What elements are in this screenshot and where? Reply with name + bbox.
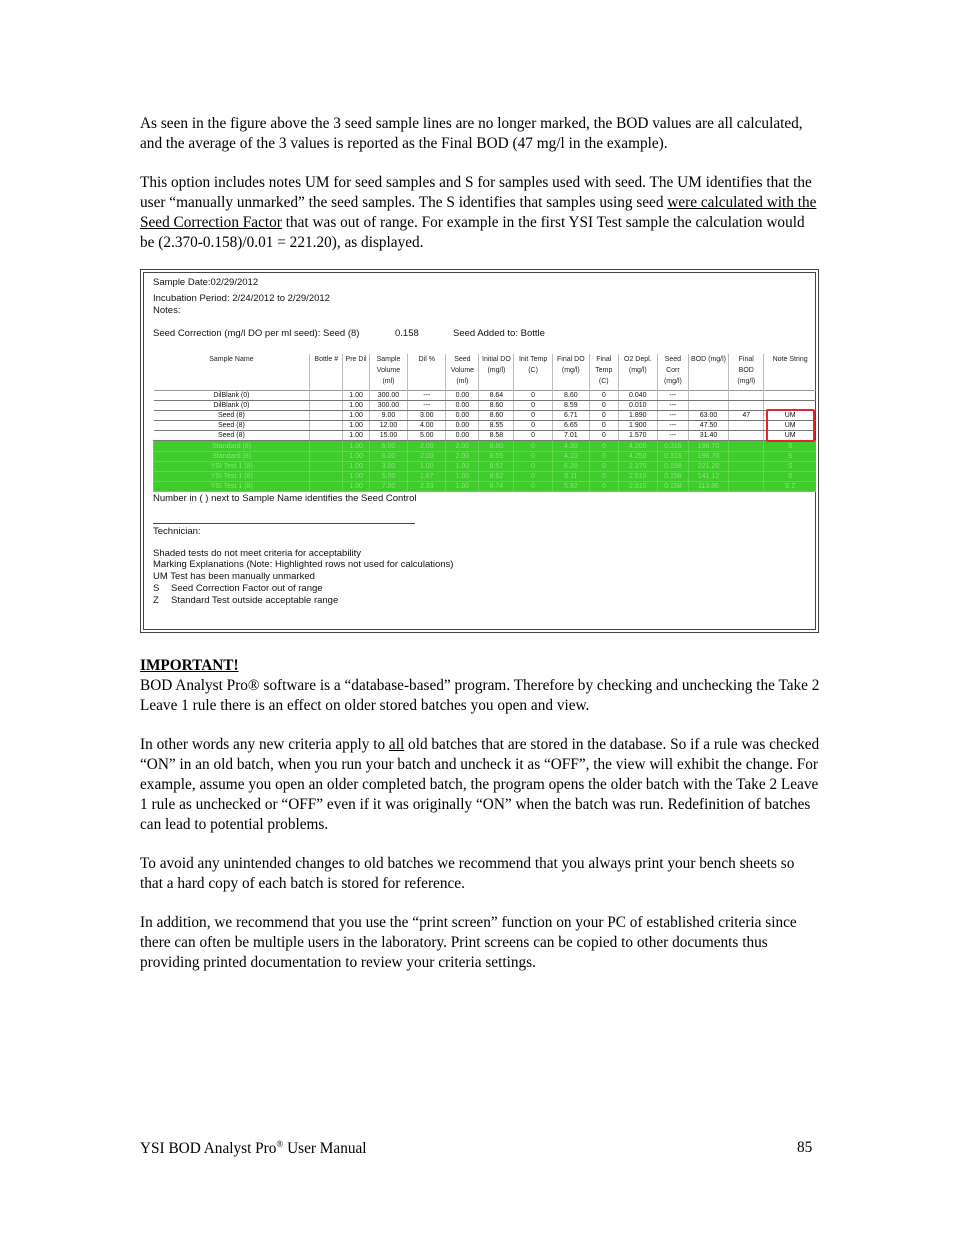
table-cell: 0.00 (446, 391, 479, 401)
um-explanation: UM Test has been manually unmarked (153, 571, 315, 582)
table-cell (729, 391, 764, 401)
paragraph-database-based: BOD Analyst Pro® software is a “database-based” program. Therefore by checking and unchecking the Take 2 Leave 1 rule there is an effect on older stored batches you open and view. (140, 677, 820, 714)
table-cell: 0.00 (446, 411, 479, 421)
seed-correction-label: Seed Correction (mg/l DO per ml seed): Seed (8) (153, 328, 360, 339)
table-cell: 6.00 (369, 451, 407, 461)
table-cell: 31.40 (688, 431, 728, 441)
footer-title-text: YSI BOD Analyst Pro (140, 1140, 277, 1158)
table-cell (729, 421, 764, 431)
table-cell (729, 471, 764, 481)
marking-explanations: Marking Explanations (Note: Highlighted rows not used for calculations) (153, 559, 454, 570)
table-cell: 2.00 (408, 451, 446, 461)
table-cell: 1.00 (408, 461, 446, 471)
footer-reg-mark: ® (276, 1139, 284, 1149)
seed-correction-underline: were calculated with the Seed Correction Factor (140, 194, 817, 231)
table-cell: 0.00 (446, 431, 479, 441)
table-row (154, 441, 817, 451)
table-cell: S (764, 451, 816, 461)
table-cell: 113.86 (688, 481, 728, 491)
table-cell: 47.50 (688, 421, 728, 431)
table-cell: 6.20 (552, 461, 589, 471)
table-cell: 0.00 (446, 401, 479, 411)
table-cell: 8.60 (479, 411, 514, 421)
table-cell: 0 (514, 461, 552, 471)
table-cell: 8.60 (552, 391, 589, 401)
table-cell: 1.890 (618, 411, 657, 421)
table-cell (310, 471, 343, 481)
table-cell: --- (657, 421, 688, 431)
table-cell (310, 421, 343, 431)
table-cell: S (764, 471, 816, 481)
column-header: Sample Volume (ml) (369, 354, 407, 391)
table-cell: Seed (8) (154, 431, 310, 441)
shaded-tests-note: Shaded tests do not meet criteria for acceptability (153, 548, 362, 559)
table-cell: 15.00 (369, 431, 407, 441)
important-heading: IMPORTANT! (140, 657, 239, 674)
table-cell: 0.00 (446, 421, 479, 431)
table-cell: 1.00 (343, 401, 370, 411)
table-cell: 8.64 (479, 391, 514, 401)
table-cell: 0 (589, 411, 618, 421)
table-cell: 2.33 (408, 481, 446, 491)
table-cell: 8.57 (479, 461, 514, 471)
paragraph-print-screen: In addition, we recommend that you use the “print screen” function on your PC of established criteria since there can often be multiple users in the laboratory. Print screens can be copied to other documents thus providing printed documentation to review your criteria settings. (140, 914, 797, 971)
table-cell: 0 (514, 431, 552, 441)
column-header: Initial DO (mg/l) (479, 354, 514, 391)
table-cell: YSI Test 1 (8) (154, 471, 310, 481)
table-cell: S (764, 461, 816, 471)
table-cell (688, 401, 728, 411)
table-cell: 6.71 (552, 411, 589, 421)
table-cell: 1.00 (343, 481, 370, 491)
table-cell (310, 461, 343, 471)
table-row (154, 451, 817, 461)
table-cell: 1.00 (343, 441, 370, 451)
s-code: S (153, 583, 160, 594)
table-cell: YSI Test 1 (8) (154, 461, 310, 471)
table-cell: 2.510 (618, 471, 657, 481)
table-row (154, 421, 817, 431)
all-underline: all (388, 736, 405, 753)
z-code: Z (153, 595, 159, 606)
table-cell: UM (764, 411, 816, 421)
table-cell: 7.01 (552, 431, 589, 441)
table-cell: --- (657, 411, 688, 421)
table-cell (310, 411, 343, 421)
technician-signature-line (153, 523, 415, 524)
table-cell: 8.58 (479, 431, 514, 441)
table-cell: 1.00 (343, 461, 370, 471)
table-cell: 1.00 (343, 421, 370, 431)
column-header: O2 Depl. (mg/l) (618, 354, 657, 391)
table-cell: --- (408, 391, 446, 401)
table-cell: --- (408, 401, 446, 411)
table-cell: S (764, 441, 816, 451)
table-cell: 1.00 (446, 471, 479, 481)
page-number: 85 (797, 1139, 813, 1156)
table-cell: 0 (514, 441, 552, 451)
table-cell: 1.00 (343, 391, 370, 401)
table-cell: 6.65 (552, 421, 589, 431)
column-header: Pre Dil (343, 354, 370, 391)
table-cell: YSI Test 1 (8) (154, 481, 310, 491)
paragraph-criteria-text-b: old batches that are stored in the database. So if a rule was checked “ON” in an old batch, when you run your batch and uncheck it as “OFF”, the view will exhibit the change. For example, assume you open an older completed batch, the program opens the older batch with the Take 2 Leave 1 rule as unchecked or “OFF” even if it was originally “ON” when the batch was run. Redefinition of batches can lead to potential problems. (140, 736, 820, 833)
table-row (154, 401, 817, 411)
table-cell: 0 (589, 421, 618, 431)
incubation-period: Incubation Period: 2/24/2012 to 2/29/2012 (153, 293, 330, 304)
table-cell: 0 (514, 451, 552, 461)
paragraph-new-criteria (140, 735, 820, 835)
table-cell: 0 (589, 461, 618, 471)
table-body (154, 391, 817, 492)
table-cell: S Z (764, 481, 816, 491)
column-header: Final Temp (C) (589, 354, 618, 391)
table-cell: 0 (514, 421, 552, 431)
table-row (154, 461, 817, 471)
table-cell: UM (764, 431, 816, 441)
footer-title-suffix: User Manual (283, 1140, 367, 1158)
table-cell: 0.158 (657, 481, 688, 491)
table-cell: --- (657, 431, 688, 441)
table-cell: 1.00 (343, 471, 370, 481)
table-cell: UM (764, 421, 816, 431)
table-cell: 63.00 (688, 411, 728, 421)
table-cell: 5.92 (552, 481, 589, 491)
table-cell: --- (657, 391, 688, 401)
table-cell (310, 441, 343, 451)
table-cell: 1.570 (618, 431, 657, 441)
table-cell (729, 461, 764, 471)
table-cell: 1.67 (408, 471, 446, 481)
z-explanation: Standard Test outside acceptable range (171, 595, 339, 606)
table-cell (729, 481, 764, 491)
footer-manual-title (140, 1139, 367, 1158)
table-cell: 0.158 (657, 471, 688, 481)
table-cell: Standard (8) (154, 451, 310, 461)
s-explanation: Seed Correction Factor out of range (171, 583, 323, 594)
table-cell: 8.74 (479, 481, 514, 491)
seed-control-note: Number in ( ) next to Sample Name identifies the Seed Control (153, 493, 417, 504)
column-header: Bottle # (310, 354, 343, 391)
table-cell: 5.00 (369, 471, 407, 481)
column-header: Dil % (408, 354, 446, 391)
table-cell: 0 (589, 431, 618, 441)
table-cell: 0 (514, 391, 552, 401)
table-cell: 0 (514, 401, 552, 411)
table-cell (310, 391, 343, 401)
table-cell: 0 (514, 471, 552, 481)
table-cell: 221.20 (688, 461, 728, 471)
table-cell: 2.00 (446, 441, 479, 451)
table-cell: 3.00 (369, 461, 407, 471)
table-cell: 141.12 (688, 471, 728, 481)
table-cell: 198.70 (688, 441, 728, 451)
notes-label: Notes: (153, 305, 181, 316)
table-cell: 1.00 (343, 411, 370, 421)
column-header: Init Temp (C) (514, 354, 552, 391)
report-screenshot-figure (140, 269, 819, 633)
table-row (154, 471, 817, 481)
table-cell: 6.11 (552, 471, 589, 481)
paragraph-notes-um-s (140, 173, 820, 253)
table-cell: 1.00 (446, 481, 479, 491)
table-cell (310, 401, 343, 411)
table-cell: 47 (729, 411, 764, 421)
table-cell: 8.59 (552, 401, 589, 411)
bod-results-table (153, 354, 816, 492)
table-cell: 1.00 (343, 431, 370, 441)
paragraph-print-bench-sheets: To avoid any unintended changes to old batches we recommend that you always print your bench sheets so that a hard copy of each batch is stored for reference. (140, 855, 795, 892)
table-cell: DilBlank (0) (154, 401, 310, 411)
table-cell: 4.250 (618, 451, 657, 461)
table-cell: 9.00 (369, 411, 407, 421)
column-header: BOD (mg/l) (688, 354, 728, 391)
table-cell: 0 (589, 451, 618, 461)
table-cell: 0 (589, 471, 618, 481)
table-cell (764, 391, 816, 401)
um-highlight-box (766, 409, 815, 442)
column-header: Seed Volume (ml) (446, 354, 479, 391)
table-cell: 2.810 (618, 481, 657, 491)
table-cell: 0.316 (657, 441, 688, 451)
table-cell: 6.00 (369, 441, 407, 451)
table-cell (688, 391, 728, 401)
table-cell (310, 451, 343, 461)
table-header (154, 354, 817, 391)
table-cell: 4.30 (552, 441, 589, 451)
paragraph-final-bod: As seen in the figure above the 3 seed sample lines are no longer marked, the BOD values are all calculated, and the average of the 3 values is reported as the Final BOD (47 mg/l in the example). (140, 115, 803, 152)
table-cell: 0.158 (657, 461, 688, 471)
table-row (154, 481, 817, 491)
table-cell: 300.00 (369, 391, 407, 401)
table-cell: 3.00 (408, 411, 446, 421)
seed-correction-value: 0.158 (395, 328, 419, 339)
table-cell: 8.55 (479, 451, 514, 461)
technician-label: Technician: (153, 526, 201, 537)
table-cell: 4.10 (552, 451, 589, 461)
table-cell: 0 (589, 401, 618, 411)
table-cell: 300.00 (369, 401, 407, 411)
table-cell (729, 441, 764, 451)
table-cell (729, 451, 764, 461)
table-cell: 1.00 (446, 461, 479, 471)
table-cell: 0.316 (657, 451, 688, 461)
table-cell: 1.00 (343, 451, 370, 461)
column-header: Sample Name (209, 356, 254, 363)
table-cell (310, 481, 343, 491)
paragraph-notes-text-b: that was out of range. For example in the first YSI Test sample the calculation would be (2.370-0.158)/0.01 = 221.20), as displayed. (140, 214, 805, 251)
table-cell: 0 (589, 481, 618, 491)
table-cell: 2.00 (408, 441, 446, 451)
table-cell: Seed (8) (154, 421, 310, 431)
column-header: Note String (764, 354, 816, 391)
table-cell: Seed (8) (154, 411, 310, 421)
column-header: Final BOD (mg/l) (729, 354, 764, 391)
table-cell: DilBlank (0) (154, 391, 310, 401)
table-row (154, 411, 817, 421)
table-cell: 196.70 (688, 451, 728, 461)
table-cell: 0 (589, 441, 618, 451)
table-cell: 0.040 (618, 391, 657, 401)
table-row (154, 391, 817, 401)
table-cell (310, 431, 343, 441)
paragraph-criteria-text-a: In other words any new criteria apply to (140, 736, 389, 753)
table-cell: 1.900 (618, 421, 657, 431)
table-cell (729, 401, 764, 411)
table-cell: 8.60 (479, 441, 514, 451)
report-inner-frame (143, 272, 816, 630)
table-cell: 8.62 (479, 471, 514, 481)
table-cell: Standard (8) (154, 441, 310, 451)
table-cell: 8.55 (479, 421, 514, 431)
table-cell: 4.00 (408, 421, 446, 431)
table-cell (729, 431, 764, 441)
sample-date: Sample Date:02/29/2012 (153, 277, 259, 288)
table-cell: 2.370 (618, 461, 657, 471)
seed-added-label: Seed Added to: Bottle (453, 328, 545, 339)
table-cell: 12.00 (369, 421, 407, 431)
table-cell: 7.00 (369, 481, 407, 491)
table-row (154, 431, 817, 441)
paragraph-notes-text-a: This option includes notes UM for seed samples and S for samples used with seed. The UM identifies that the user “manually unmarked” the seed samples. The S identifies that samples using seed (140, 174, 812, 211)
table-cell: 2.00 (446, 451, 479, 461)
table-cell: 0 (514, 481, 552, 491)
table-cell: 8.60 (479, 401, 514, 411)
table-cell: --- (657, 401, 688, 411)
table-cell: 0 (514, 411, 552, 421)
column-header: Seed Corr (mg/l) (657, 354, 688, 391)
table-cell: 5.00 (408, 431, 446, 441)
column-header: Final DO (mg/l) (552, 354, 589, 391)
table-cell: 4.200 (618, 441, 657, 451)
table-cell: 0.010 (618, 401, 657, 411)
table-cell: 0 (589, 391, 618, 401)
